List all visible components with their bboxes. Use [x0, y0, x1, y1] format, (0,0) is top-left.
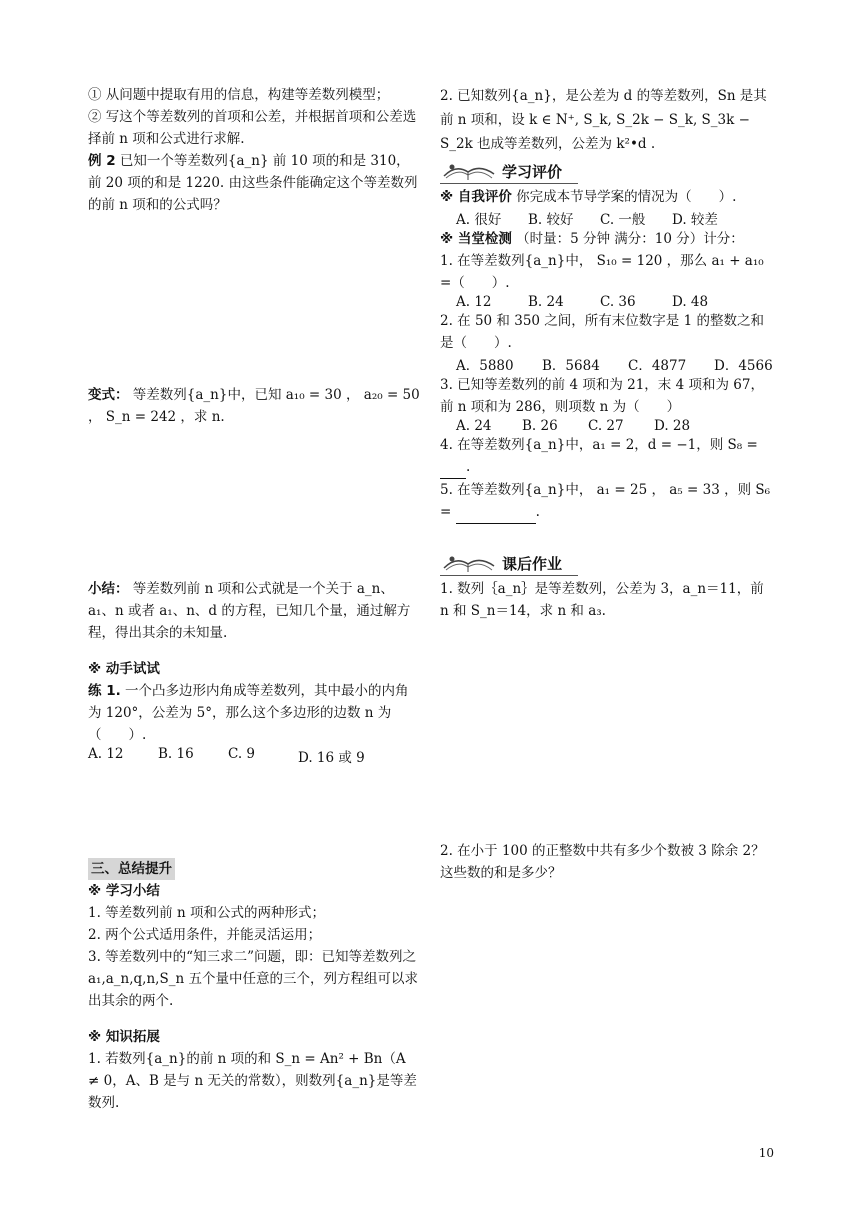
learn-summary-item: 3. 等差数列中的“知三求二”问题，即：已知等差数列之 a₁,a_n,q,n,S_n 五个量中任意的三个，列方程组可以求出其余的两个. [88, 949, 418, 1009]
question-4: 4. 在等差数列{a_n}中，a₁ = 2，d = −1，则 S₈ = . [440, 434, 776, 479]
summary-text: 等差数列前 n 项和公式就是一个关于 a_n、a₁、n 或者 a₁、n、d 的方程，已知几个量，通过解方程，得出其余的未知量. [88, 581, 411, 641]
question-2: 2. 在 50 和 350 之间，所有末位数字是 1 的整数之和是（ ）. [440, 313, 764, 351]
practice-options [88, 746, 420, 766]
self-eval-label: ※ 自我评价 [440, 189, 512, 205]
left-column [88, 84, 420, 1114]
option: C．4877 [628, 358, 687, 374]
eval-header-title: 学习评价 [502, 163, 563, 181]
q3-options [440, 418, 776, 434]
variant-problem [88, 384, 420, 428]
practice-1 [88, 680, 420, 746]
option: C. 9 [228, 746, 256, 762]
book-icon [440, 552, 498, 574]
question-4-text: 4. 在等差数列{a_n}中，a₁ = 2，d = −1，则 S₈ = [440, 437, 758, 453]
q2-options [440, 354, 776, 374]
option: A. 24 [456, 418, 492, 434]
blank-work-area [440, 622, 776, 840]
q1-options [440, 294, 776, 310]
try-heading: ※ 动手试试 [88, 661, 160, 677]
question-1: 1. 在等差数列{a_n}中， S₁₀ = 120 ，那么 a₁ + a₁₀ =（ ）. [440, 253, 764, 291]
homework-header-title: 课后作业 [502, 555, 563, 573]
intro-step-2: ② 写这个等差数列的首项和公差，并根据首项和公差选择前 n 项和公式进行求解. [88, 109, 417, 147]
summary-label: 小结： [88, 581, 129, 597]
eval-header [440, 160, 776, 184]
learn-summary-item: 2. 两个公式适用条件，并能灵活运用； [88, 927, 322, 943]
example-2-text: 已知一个等差数列{a_n} 前 10 项的和是 310，前 20 项的和是 1220. 由这些条件能确定这个等差数列的前 n 项和的公式吗？ [88, 153, 418, 213]
option: C. 27 [588, 418, 624, 434]
option: B. 26 [522, 418, 558, 434]
homework-header [440, 552, 776, 576]
right-column [440, 84, 776, 884]
expand-item-2: 2. 已知数列{a_n}，是公差为 d 的等差数列，Sn 是其前 n 项和，设 k ∈ N⁺, S_k, S_2k − S_k, S_3k − S_2k 也成等差数列，公差为 k²•d . [440, 88, 767, 152]
blank-work-area [88, 428, 420, 578]
option: B．5684 [542, 358, 600, 374]
option: A．5880 [456, 358, 514, 374]
self-eval [440, 186, 776, 208]
homework-1: 1. 数列｛a_n｝是等差数列，公差为 3，a_n＝11，前 n 和 S_n＝14，求 n 和 a₃. [440, 581, 764, 619]
variant-text: 等差数列{a_n}中，已知 a₁₀ = 30 ， a₂₀ = 50 ， S_n = 242 ，求 n. [88, 387, 420, 425]
summary [88, 578, 420, 644]
variant-label: 变式： [88, 387, 129, 403]
option: D．4566 [714, 358, 773, 374]
learn-summary-item: 1. 等差数列前 n 项和公式的两种形式； [88, 905, 325, 921]
test-heading [440, 228, 776, 250]
section-3-title: 三、总结提升 [88, 858, 175, 880]
option: D. 较差 [672, 212, 718, 228]
expand-item-1: 1. 若数列{a_n}的前 n 项的和 S_n = An² + Bn（A ≠ 0，A、B 是与 n 无关的常数），则数列{a_n}是等差数列. [88, 1051, 417, 1111]
option: C. 36 [600, 294, 636, 310]
book-icon [440, 160, 498, 182]
expand-heading: ※ 知识拓展 [88, 1029, 160, 1045]
option: D. 16 或 9 [298, 750, 365, 766]
practice-label: 练 1. [88, 683, 121, 699]
question-3: 3. 已知等差数列的前 4 项和为 21，末 4 项和为 67，前 n 项和为 286，则项数 n 为（ ） [440, 377, 764, 415]
option: B. 16 [158, 746, 194, 762]
blank-work-area [88, 766, 420, 858]
option: B. 24 [528, 294, 564, 310]
test-label: ※ 当堂检测 [440, 231, 512, 247]
example-2 [88, 150, 420, 216]
option: D. 28 [654, 418, 691, 434]
intro-step-1: ① 从问题中提取有用的信息，构建等差数列模型； [88, 87, 390, 103]
self-eval-text: 你完成本节导学案的情况为（ ）. [516, 189, 737, 205]
option: A. 12 [456, 294, 492, 310]
blank-work-area [88, 216, 420, 384]
option: A. 很好 [456, 212, 502, 228]
question-5-text: 5. 在等差数列{a_n}中， a₁ = 25 ， a₅ = 33 ，则 S₆ = [440, 482, 771, 520]
option: C. 一般 [600, 212, 646, 228]
example-2-label: 例 2 [88, 153, 116, 169]
test-info: （时量：5 分钟 满分：10 分）计分： [516, 231, 744, 247]
option: D. 48 [672, 294, 709, 310]
learn-summary-heading: ※ 学习小结 [88, 883, 160, 899]
answer-blank[interactable] [456, 501, 536, 524]
option: B. 较好 [528, 212, 574, 228]
self-eval-options [440, 208, 776, 228]
page-number: 10 [758, 1146, 774, 1160]
option: A. 12 [88, 746, 124, 762]
practice-text: 一个凸多边形内角成等差数列，其中最小的内角为 120°，公差为 5°，那么这个多边形的边数 n 为（ ）. [88, 683, 409, 743]
answer-blank[interactable] [440, 456, 466, 479]
homework-2: 2. 在小于 100 的正整数中共有多少个数被 3 除余 2？这些数的和是多少？ [440, 843, 765, 881]
question-5: 5. 在等差数列{a_n}中， a₁ = 25 ， a₅ = 33 ，则 S₆ = . [440, 479, 776, 524]
